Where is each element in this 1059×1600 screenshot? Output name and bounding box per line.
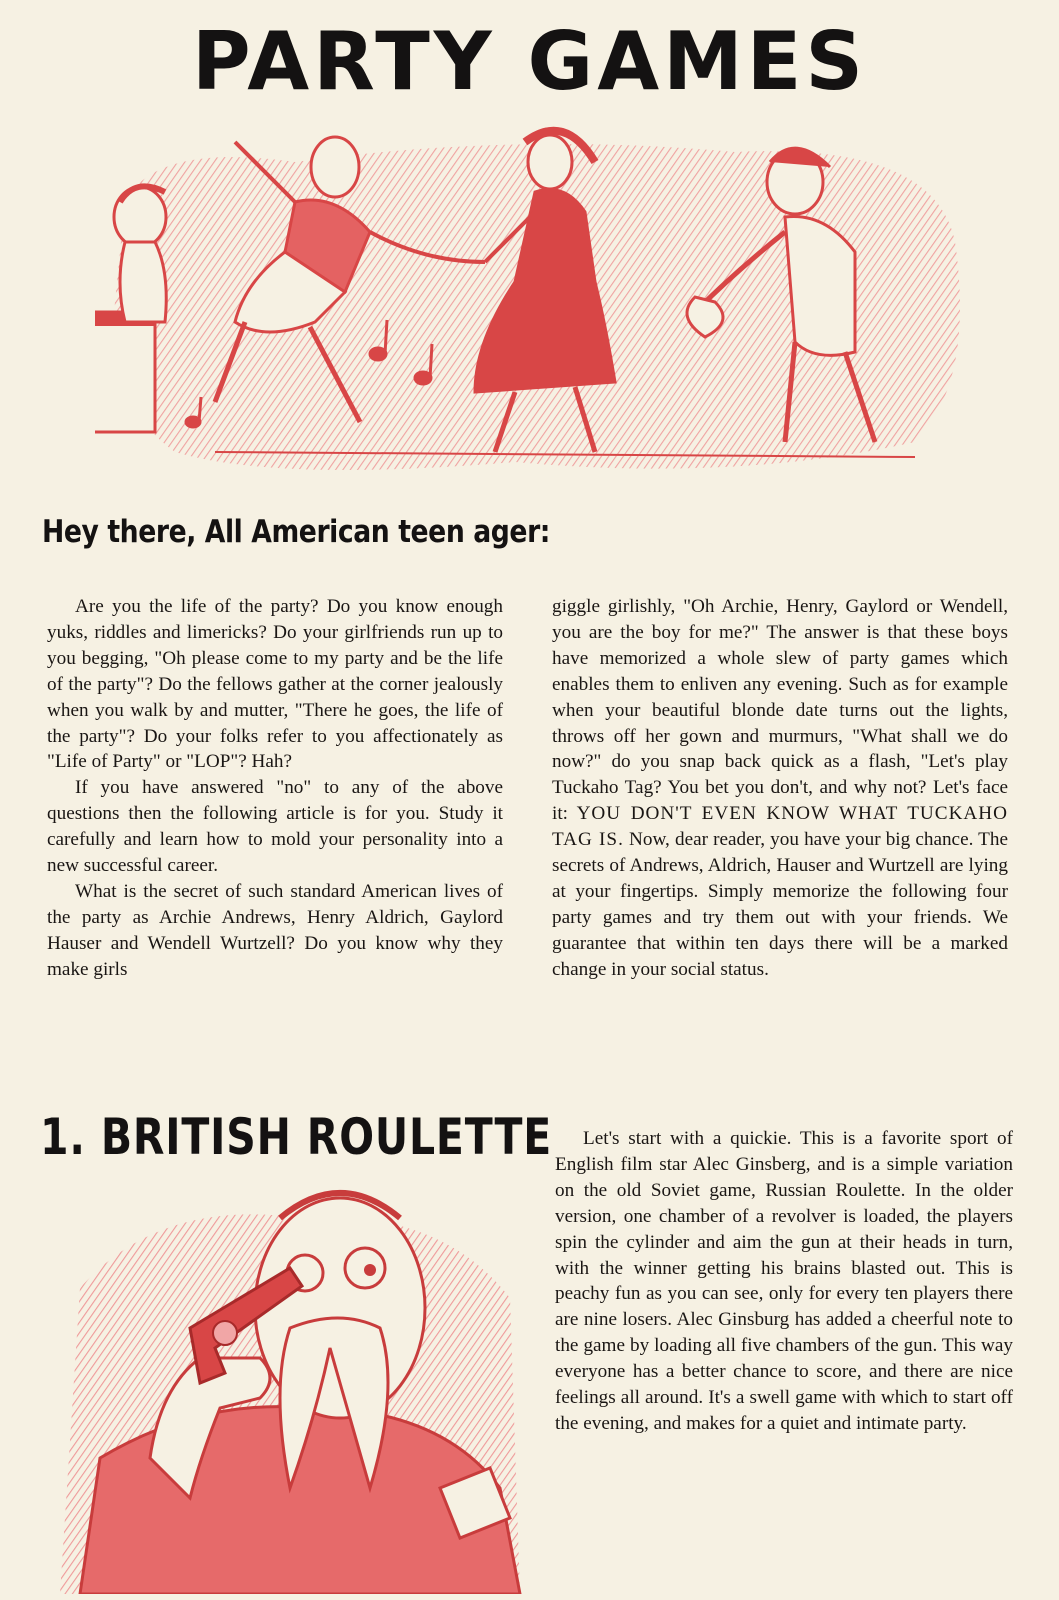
greeting-heading: Hey there, All American teen ager: [42,514,551,550]
british-roulette-illustration [40,1158,545,1594]
intro-continued-paragraph [552,594,1008,983]
intro-paragraph-2: If you have answered "no" to any of the above questions then the following article is for you. Study it carefully and learn how to mold your personality into a new successful career. [47,777,503,877]
intro-left-column [47,594,503,983]
intro-right-column [552,594,1008,983]
intro-closing-text: Now, dear reader, you have your big chance. The secrets of Andrews, Aldrich, Hauser and Wurtzell are lying at your fingertips. Simply memorize the following four party games and try them out with your friends. We guarantee that within ten days there will be a marked change in your social status. [552,829,1008,980]
dancing-party-illustration [95,122,975,492]
section-heading-british-roulette: 1. BRITISH ROULETTE [40,1108,553,1166]
intro-paragraph-3: What is the secret of such standard American lives of the party as Archie Andrews, Henry Aldrich, Gaylord Hauser and Wendell Wurtzell? Do you know why they make girls [47,880,503,980]
page-title: PARTY GAMES [191,15,867,108]
intro-caps-text: YOU DON'T EVEN KNOW WHAT TUCKAHO TAG IS. [552,803,1008,851]
british-roulette-body [555,1126,1013,1437]
intro-paragraph-1: Are you the life of the party? Do you know enough yuks, riddles and limericks? Do your girlfriends run up to you begging, "Oh please come to my party and be the life of the party"? Do the fellows gather at the corner jealously when you walk by and mutter, "There he goes, the life of the party"? Do your folks refer to you affectionately as "Life of Party" or "LOP"? Hah? [47,596,503,773]
intro-continued-text: giggle girlishly, "Oh Archie, Henry, Gaylord or Wendell, you are the boy for me?" The answer is that these boys have memorized a whole slew of party games which enables them to enliven any evening. Such as for example when your beautiful blonde date turns out the lights, throws off her gown and murmurs, "What shall we do now?" do you snap back quick as a flash, "Let's play Tuckaho Tag? You bet you don't, and why not? Let's face it: [552,596,1008,825]
british-roulette-paragraph: Let's start with a quickie. This is a favorite sport of English film star Alec Ginsberg, and is a simple variation on the old Soviet game, Russian Roulette. In the older version, one chamber of a revolver is loaded, the players spin the cylinder and aim the gun at their heads in turn, with the winner getting his brains blasted out. This is peachy fun as you can see, only for every ten players there are nine losers. Alec Ginsburg has added a cheerful note to the game by loading all five chambers of the gun. This way everyone has a better chance to score, and there are nice feelings all around. It's a swell game with which to start off the evening, and makes for a quiet and intimate party. [555,1128,1013,1434]
